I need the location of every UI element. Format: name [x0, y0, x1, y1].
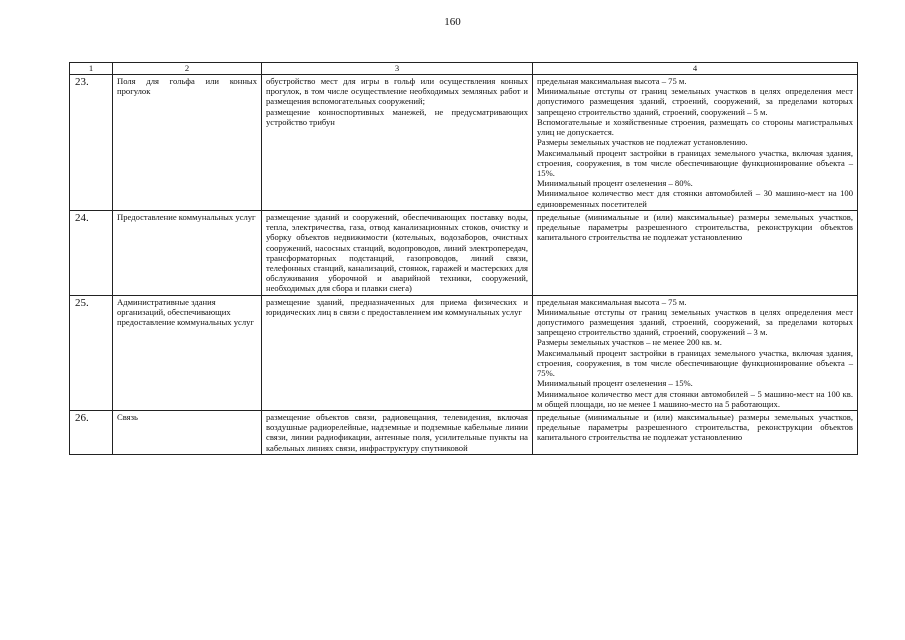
- parameter-paragraph: Минимальные отступы от границ земельных участков в целях определения мест допустимого размещения зданий, строений, сооружений, за пределами которых запрещено строительство зданий, строений, сооружений – 5 м.: [537, 86, 853, 117]
- land-use-name-text: Связь: [117, 412, 138, 422]
- table-row: [70, 411, 858, 455]
- building-parameters: [533, 295, 858, 410]
- land-use-name: [113, 210, 262, 295]
- land-use-description: [262, 75, 533, 211]
- description-paragraph: размещение конноспортивных манежей, не предусматривающих устройство трибун: [266, 106, 528, 127]
- parameter-paragraph: Максимальный процент застройки в границах земельного участка, включая здания, строения, сооружения, в том числе обеспечивающие функционирование объекта – 15%.: [537, 147, 853, 178]
- parameter-paragraph: предельная максимальная высота – 75 м.: [537, 296, 687, 307]
- parameter-paragraph: Вспомогательные и хозяйственные строения, размещать со стороны магистральных улиц не допускается.: [537, 116, 853, 138]
- regulations-table: [69, 62, 858, 455]
- description-paragraph: обустройство мест для игры в гольф или осуществления конных прогулок, в том числе осуществление необходимых земляных работ и размещения вспомогательных сооружений;: [266, 76, 528, 107]
- table-row: [70, 75, 858, 211]
- parameter-paragraph: Максимальный процент застройки в границах земельного участка, включая здания, строения, сооружения, в том числе обеспечивающие функционирование объекта – 75%.: [537, 347, 853, 379]
- building-parameters: [533, 411, 858, 455]
- building-parameters: [533, 75, 858, 211]
- column-header-4: 4: [533, 63, 858, 75]
- parameter-paragraph: Минимальные отступы от границ земельных участков в целях определения мест допустимого размещения зданий, строений, сооружений, за пределами которых запрещено строительство зданий, строений, сооружений – 3 м.: [537, 306, 853, 338]
- parameter-paragraph: Минимальный процент озеленения – 15%.: [537, 378, 693, 389]
- row-number: 23.: [70, 75, 113, 211]
- row-number: 25.: [70, 295, 113, 410]
- building-parameters: [533, 210, 858, 295]
- column-header-3: 3: [262, 63, 533, 75]
- parameter-paragraph: Минимальное количество мест для стоянки автомобилей – 30 машино-мест на 100 единовременных посетителей: [537, 188, 853, 209]
- parameter-paragraph: Минимальный процент озеленения – 80%.: [537, 178, 693, 189]
- land-use-name: [113, 411, 262, 455]
- land-use-name-text: Предоставление коммунальных услуг: [117, 211, 256, 222]
- land-use-description: [262, 295, 533, 410]
- land-use-name: [113, 75, 262, 211]
- table-row: [70, 210, 858, 295]
- description-paragraph: размещение зданий, предназначенных для приема физических и юридических лиц в связи с предоставлением им коммунальных услуг: [266, 296, 528, 317]
- land-use-name-text: Поля для гольфа или конных прогулок: [117, 76, 257, 97]
- parameter-paragraph: Размеры земельных участков не подлежат установлению.: [537, 137, 748, 148]
- parameter-paragraph: предельные (минимальные и (или) максимальные) размеры земельных участков, предельные параметры разрешенного строительства, реконструкции объектов капитального строительства не подлежат установлению: [537, 211, 853, 243]
- column-header-1: 1: [70, 63, 113, 75]
- land-use-description: [262, 210, 533, 295]
- parameter-paragraph: предельная максимальная высота – 75 м.: [537, 76, 687, 86]
- land-use-name-text: Административные здания организаций, обеспечивающих предоставление коммунальных услуг: [117, 296, 254, 328]
- page-number: 160: [444, 16, 461, 28]
- land-use-description: [262, 411, 533, 455]
- row-number: 24.: [70, 210, 113, 295]
- table-header-row: [70, 63, 858, 75]
- parameter-paragraph: предельные (минимальные и (или) максимальные) размеры земельных участков, предельные параметры разрешенного строительства, реконструкции объектов капитального строительства не подлежат установлению: [537, 412, 853, 443]
- description-paragraph: размещение зданий и сооружений, обеспечивающих поставку воды, тепла, электричества, газа, отвод канализационных стоков, очистку и уборку объектов недвижимости (котельных, водозаборов, очистных сооружений, насосных станций, водопроводов, линий электропередач, трансформаторных подстанций, газопроводов, линий связи, телефонных станций, канализаций, стоянок, гаражей и мастерских для обслуживания уборочной и аварийной техники, сооружений, необходимых для сбора и плавки снега): [266, 211, 528, 294]
- description-paragraph: размещение объектов связи, радиовещания, телевидения, включая воздушные радиорелейные, надземные и подземные кабельные линии связи, линии радиофикации, антенные поля, усилительные пункты на кабельных линиях связи, инфраструктуру спутниковой: [266, 412, 528, 453]
- column-header-2: 2: [113, 63, 262, 75]
- land-use-name: [113, 295, 262, 410]
- row-number: 26.: [70, 411, 113, 455]
- parameter-paragraph: Минимальное количество мест для стоянки автомобилей – 5 машино-мест на 100 кв. м общей площади, но не менее 1 машино-место на 5 работающих.: [537, 388, 853, 409]
- table-row: [70, 295, 858, 410]
- parameter-paragraph: Размеры земельных участков – не менее 200 кв. м.: [537, 337, 722, 348]
